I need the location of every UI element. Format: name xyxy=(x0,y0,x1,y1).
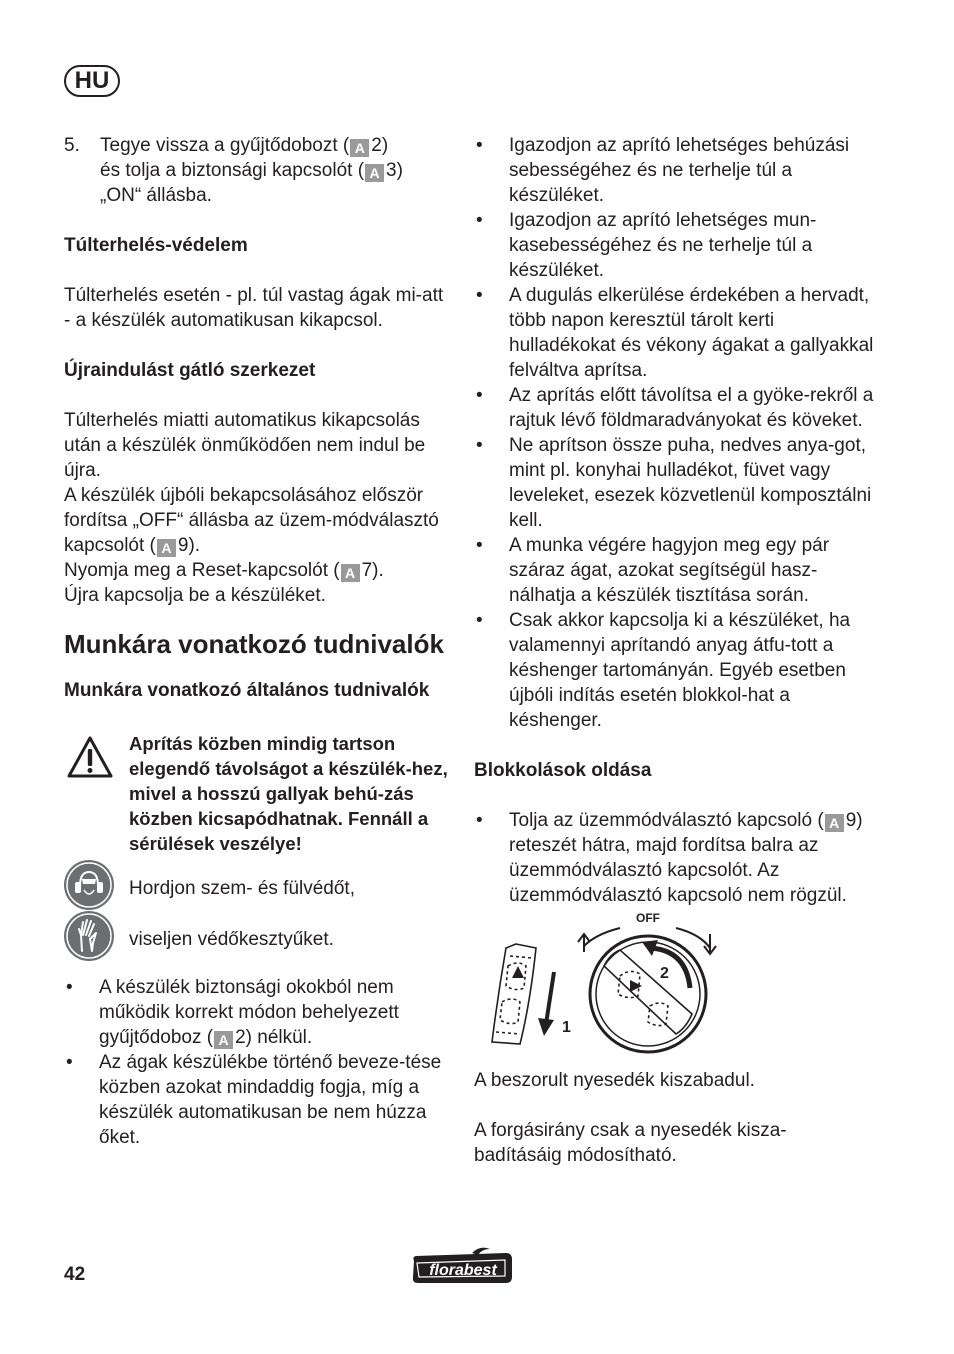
list-item: • A készülék biztonsági okokból nem működik korrekt módon behelyezett gyűjtődoboz ( A 2) nélkül. xyxy=(64,975,454,1050)
latch-slider-shape xyxy=(492,944,536,1044)
step-number: 5. xyxy=(64,135,80,156)
figure-ref-a-icon: A xyxy=(365,164,384,182)
off-label: OFF xyxy=(636,911,660,925)
list-item: • A munka végére hagyjon meg egy pár száraz ágat, azokat segítségül hasz-nálhatja a készülék tisztítása során. xyxy=(474,533,874,608)
list-item: • A dugulás elkerülése érdekében a hervadt, több napon keresztül tárolt kerti hulladékokat és vékony ágakat a gallyakkal felváltva aprítsa. xyxy=(474,283,874,383)
restart-heading: Újraindulást gátló szerkezet xyxy=(64,360,316,381)
dial-inner-shape xyxy=(596,942,700,1046)
figure-ref-a-icon: A xyxy=(341,564,360,582)
push-arrow-icon xyxy=(538,972,554,1036)
list-item: • Tolja az üzemmódválasztó kapcsoló ( A 9) reteszét hátra, majd fordítsa balra az üzemmódválasztó kapcsolót. Az üzemmódválasztó kapcsoló nem rögzül. xyxy=(474,808,874,908)
ppe-row-gloves xyxy=(64,911,454,961)
mode-switch-diagram xyxy=(480,904,740,1054)
list-item: • Igazodjon az aprító lehetséges mun-kasebességéhez és ne terhelje túl a készüléket. xyxy=(474,208,874,283)
ppe-gloves-text: viseljen védőkesztyűket. xyxy=(129,929,334,950)
list-item: • Csak akkor kapcsolja ki a készüléket, ha valamennyi aprítandó anyag átfu-tott a késhenger tartományán. Egyéb esetben újbóli indítás esetén blokkol-hat a késhenger. xyxy=(474,608,874,733)
overload-text: Túlterhelés esetén - pl. túl vastag ágak mi-att - a készülék automatikusan kikapcsol. xyxy=(64,285,444,331)
diagram-label-1: 1 xyxy=(562,1019,571,1036)
left-bullet-list xyxy=(64,975,454,1150)
ppe-row-eye-ear xyxy=(64,860,454,910)
slider-arrow-up-icon xyxy=(512,966,524,978)
gloves-icon xyxy=(64,911,114,961)
list-item: • Az ágak készülékbe történő beveze-tése közben azokat mindaddig fogja, míg a készülék automatikusan be nem húzza őket. xyxy=(64,1050,454,1150)
figure-ref-a-icon: A xyxy=(350,139,369,157)
blocking-heading: Blokkolások oldása xyxy=(474,760,652,781)
restart-paragraph-2: A készülék újbóli bekapcsolásához először fordítsa „OFF“ állásba az üzem-módválasztó kapcsolót ( A 9). xyxy=(64,485,439,556)
after-text-2: A forgásirány csak a nyesedék kisza-badításáig módosítható. xyxy=(474,1120,787,1166)
eye-ear-protection-icon xyxy=(64,860,114,910)
step-5-text: Tegye vissza a gyűjtődobozt ( A 2) és tolja a biztonsági kapcsolót ( A 3) „ON“ állásba. xyxy=(100,135,403,206)
mode-switch-illustration xyxy=(480,904,740,1054)
warning-block xyxy=(64,731,454,856)
after-text-1: A beszorult nyesedék kiszabadul. xyxy=(474,1070,755,1091)
restart-paragraph-3: Nyomja meg a Reset-kapcsolót ( A 7). xyxy=(64,560,384,581)
page-number: 42 xyxy=(64,1264,86,1285)
dial-outer-shape xyxy=(590,936,706,1052)
figure-ref-a-icon: A xyxy=(157,539,176,557)
list-item: • Az aprítás előtt távolítsa el a gyöke-rekről a rajtuk lévő földmaradványokat és köveket. xyxy=(474,383,874,433)
left-column xyxy=(64,133,454,1150)
left-arc-arrow-icon xyxy=(584,928,620,946)
florabest-logo xyxy=(410,1247,516,1287)
dial-arrow-icon xyxy=(630,980,642,992)
restart-paragraph-4: Újra kapcsolja be a készüléket. xyxy=(64,585,326,606)
right-bullet-list xyxy=(474,133,874,733)
restart-paragraph-1: Túlterhelés miatti automatikus kikapcsolás után a készülék önműködően nem indul be újra. xyxy=(64,410,426,481)
warning-text: Aprítás közben mindig tartson elegendő távolságot a készülék-hez, mivel a hosszú gallyak behú-zás közben kicsapódhatnak. Fennáll a sérülések veszélye! xyxy=(129,733,448,854)
diagram-label-2: 2 xyxy=(660,965,669,982)
overload-heading: Túlterhelés-védelem xyxy=(64,235,248,256)
warning-triangle-icon xyxy=(66,735,114,779)
general-heading: Munkára vonatkozó általános tudnivalók xyxy=(64,680,430,701)
list-item: • Ne aprítson össze puha, nedves anya-got, mint pl. konyhai hulladékot, füvet vagy leveleket, esezek közvetlenül komposztálni kell. xyxy=(474,433,874,533)
blocking-list xyxy=(474,808,874,908)
svg-text:florabest: florabest xyxy=(429,1262,497,1279)
step-5 xyxy=(64,133,454,208)
language-badge: HU xyxy=(64,65,120,97)
work-heading: Munkára vonatkozó tudnivalók xyxy=(64,629,444,659)
ppe-eye-ear-text: Hordjon szem- és fülvédőt, xyxy=(129,878,355,899)
list-item: • Igazodjon az aprító lehetséges behúzási sebességéhez és ne terhelje túl a készüléket. xyxy=(474,133,874,208)
right-column xyxy=(474,133,874,1168)
figure-ref-a-icon: A xyxy=(214,1031,233,1049)
figure-ref-a-icon: A xyxy=(825,814,844,832)
